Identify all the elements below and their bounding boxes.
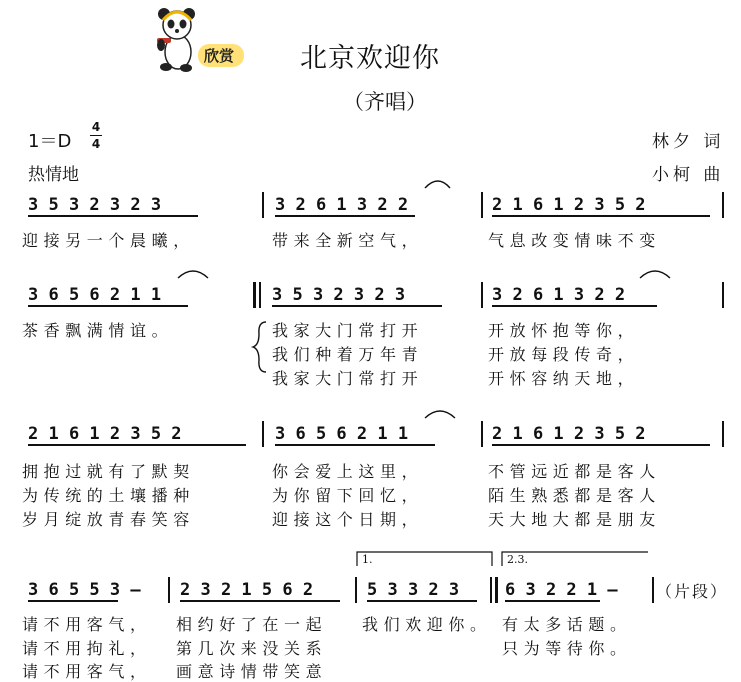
beam-underline [492,215,710,217]
beam-underline [28,215,198,217]
lyric-line: 带来全新空气， [272,231,424,250]
lyric-line: 茶香飘满情谊。 [22,321,174,340]
appreciation-badge: 欣赏 [198,44,244,67]
repeat-end-bar [495,577,498,603]
lyric-line: 陌生熟悉都是客人 [488,486,661,505]
lyric-line: 拥抱过就有了默契 [22,462,195,481]
beam-underline [505,600,600,602]
beam-underline [367,600,477,602]
bar-line [722,192,724,218]
lyric-line: 我家大门常打开 [272,321,424,340]
notes-measure: 5 3 3 2 3 [367,580,460,600]
beam-underline [180,600,340,602]
lyric-line: 开放每段传奇， [488,345,640,364]
lyricist-credit: 林夕 词 [652,132,725,152]
lyric-line: 我们种着万年青 [272,345,424,364]
bar-line [168,577,170,603]
tie-arc [178,271,208,278]
repeat-bar-line [253,282,256,308]
beam-underline [272,305,442,307]
notes-measure: 3 6 5 6 2 1 1 [28,285,162,305]
lyric-line: 为你留下回忆， [272,486,424,505]
lyric-line: 开放怀抱等你， [488,321,640,340]
excerpt-label: （片段） [656,582,729,601]
lyric-line: 画意诗情带笑意 [176,662,328,681]
lyric-line: 不管远近都是客人 [488,462,661,481]
repeat-end-bar [490,577,492,603]
lyric-line: 迎接这个日期， [272,510,424,529]
lyric-line: 请不用拘礼， [22,639,152,658]
notes-measure: 3 6 5 5 3 – [28,580,141,600]
notes-measure: 2 3 2 1 5 6 2 [180,580,314,600]
volta-label-2: 2.3. [507,553,528,566]
time-sig-top: 4 [91,120,101,134]
panda-body [157,8,195,72]
lyric-line: 我家大门常打开 [272,369,424,388]
bar-line [262,192,264,218]
bar-line [481,282,483,308]
lyric-line: 请不用客气， [22,615,152,634]
volta-bracket-1 [357,552,492,566]
notes-measure: 3 2 6 1 3 2 2 [275,195,409,215]
notes-measure: 6 3 2 2 1 – [505,580,618,600]
lyric-line: 第几次来没关系 [176,639,328,658]
lyric-line: 天大地大都是朋友 [488,510,661,529]
bar-line [355,577,357,603]
lyric-line: 我们欢迎你。 [362,615,492,634]
volta-label-1: 1. [362,553,373,566]
time-sig-bottom: 4 [91,137,101,151]
beam-underline [492,305,657,307]
notes-measure: 3 5 3 2 3 2 3 [272,285,406,305]
lyric-line: 相约好了在一起 [176,615,328,634]
lyric-line: 只为等待你。 [502,639,632,658]
tie-arc [425,411,455,418]
lyric-line: 有太多话题。 [502,615,632,634]
lyric-line: 你会爱上这里， [272,462,424,481]
tie-arc [640,271,670,278]
beam-underline [28,600,118,602]
notes-measure: 3 2 6 1 3 2 2 [492,285,626,305]
notes-measure: 2 1 6 1 2 3 5 2 [492,195,646,215]
song-title: 北京欢迎你 [300,43,440,74]
key-signature: 1＝D [28,131,72,152]
time-sig-line [90,135,102,136]
bar-line [652,577,654,603]
notes-measure: 2 1 6 1 2 3 5 2 [492,424,646,444]
beam-underline [275,215,415,217]
bar-line [481,421,483,447]
composer-credit: 小柯 曲 [652,165,725,185]
notes-measure: 2 1 6 1 2 3 5 2 [28,424,182,444]
time-signature [90,120,102,151]
beam-underline [492,444,710,446]
lyric-line: 请不用客气， [22,662,152,681]
verse-brace [253,322,266,372]
bar-line [722,282,724,308]
song-subtitle: （齐唱） [343,90,427,114]
repeat-bar-line [259,282,261,308]
lyric-line: 为传统的土壤播种 [22,486,195,505]
lyric-line: 开怀容纳天地， [488,369,640,388]
bar-line [722,421,724,447]
tie-arc [425,181,450,188]
tempo-marking: 热情地 [28,165,79,185]
bar-line [481,192,483,218]
bar-line [262,421,264,447]
lyric-line: 气息改变情味不变 [488,231,661,250]
beam-underline [28,444,246,446]
beam-underline [275,444,435,446]
notes-measure: 3 5 3 2 3 2 3 [28,195,162,215]
beam-underline [28,305,188,307]
lyric-line: 岁月绽放青春笑容 [22,510,195,529]
notes-measure: 3 6 5 6 2 1 1 [275,424,409,444]
lyric-line: 迎接另一个晨曦， [22,231,195,250]
